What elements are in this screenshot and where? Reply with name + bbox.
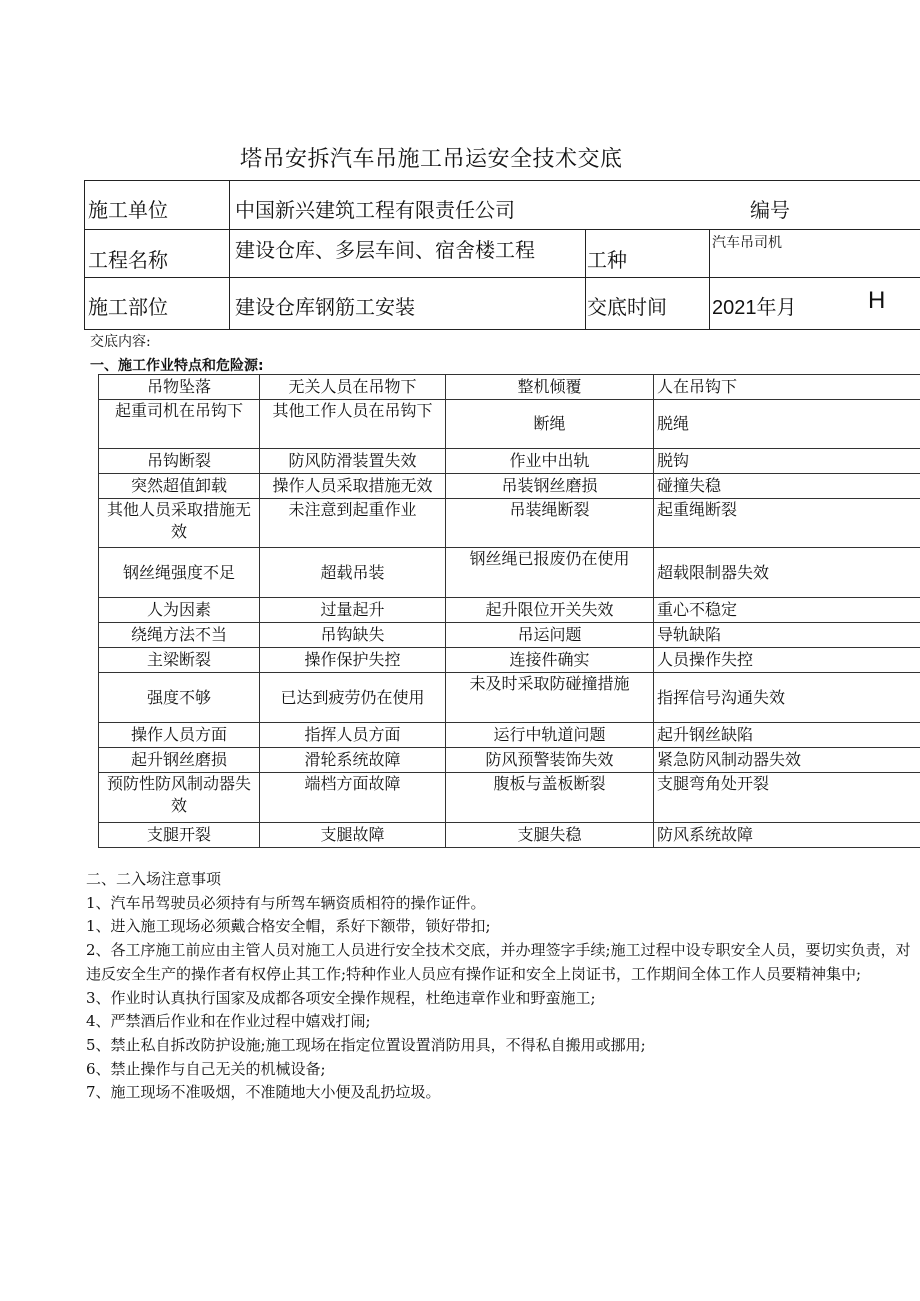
hazard-cell: 指挥人员方面 (260, 723, 446, 748)
table-row (99, 673, 920, 723)
hazard-cell: 整机倾覆 (446, 375, 654, 400)
table-row (99, 648, 920, 673)
header-row-project (85, 229, 920, 278)
hazard-cell: 支腿失稳 (446, 823, 654, 848)
hazard-cell: 起升钢丝磨损 (99, 748, 260, 773)
note-item: 1、汽车吊驾驶员必须持有与所驾车辆资质相符的操作证件。 (86, 893, 486, 912)
hazard-cell: 人在吊钩下 (654, 375, 920, 400)
hazard-cell: 支腿弯角处开裂 (654, 773, 920, 823)
header-table (84, 180, 920, 330)
hazard-cell: 支腿故障 (260, 823, 446, 848)
unit-label-cell (85, 181, 230, 229)
location-value-cell (230, 277, 586, 329)
hazard-cell: 起升限位开关失效 (446, 598, 654, 623)
content-label: 交底内容: (90, 334, 151, 350)
document-title: 塔吊安拆汽车吊施工吊运安全技术交底 (240, 147, 623, 172)
hazard-cell: 未注意到起重作业 (260, 499, 446, 548)
section1-title: 一、施工作业特点和危险源: (90, 358, 264, 374)
hazard-cell: 其他人员采取措施无效 (99, 499, 260, 548)
location-label-cell (85, 277, 230, 329)
hazard-cell: 起升钢丝缺陷 (654, 723, 920, 748)
hazard-cell: 吊钩断裂 (99, 449, 260, 474)
hazard-cell: 腹板与盖板断裂 (446, 773, 654, 823)
table-row (99, 748, 920, 773)
date-label: 交底时间 (587, 295, 667, 319)
table-row (99, 548, 920, 598)
hazard-cell: 强度不够 (99, 673, 260, 723)
date-value: 2021年月 (712, 297, 797, 319)
hazard-cell: 突然超值卸载 (99, 474, 260, 499)
table-row (99, 773, 920, 823)
hazard-cell: 导轨缺陷 (654, 623, 920, 648)
project-value: 建设仓库、多层车间、宿舍楼工程 (235, 238, 535, 262)
location-label: 施工部位 (88, 295, 168, 319)
date-suffix: H (868, 287, 886, 314)
date-label-cell (586, 277, 710, 329)
trade-value-cell (710, 229, 920, 277)
header-row-unit (85, 181, 920, 230)
hazard-cell: 超载吊装 (260, 548, 446, 598)
hazard-cell: 指挥信号沟通失效 (654, 673, 920, 723)
table-row (99, 400, 920, 449)
hazard-cell: 吊物坠落 (99, 375, 260, 400)
note-item: 5、禁止私自拆改防护设施;施工现场在指定位置设置消防用具，不得私自搬用或挪用; (86, 1035, 646, 1054)
hazard-cell: 防风防滑装置失效 (260, 449, 446, 474)
date-value-cell (710, 277, 920, 329)
hazard-cell: 起重司机在吊钩下 (99, 400, 260, 449)
note-item: 6、禁止操作与自己无关的机械设备; (86, 1059, 326, 1078)
hazard-cell: 预防性防风制动器失效 (99, 773, 260, 823)
hazard-cell: 主梁断裂 (99, 648, 260, 673)
hazard-cell: 脱绳 (654, 400, 920, 449)
note-item: 7、施工现场不准吸烟，不准随地大小便及乱扔垃圾。 (86, 1083, 441, 1102)
table-row (99, 474, 920, 499)
hazard-cell: 操作人员采取措施无效 (260, 474, 446, 499)
hazard-cell: 碰撞失稳 (654, 474, 920, 499)
trade-label: 工种 (587, 248, 627, 272)
table-row (99, 499, 920, 548)
hazard-table (98, 374, 920, 848)
hazard-cell: 紧急防风制动器失效 (654, 748, 920, 773)
note-item: 1、进入施工现场必须戴合格安全帽，系好下额带，锁好带扣; (86, 917, 491, 936)
project-label: 工程名称 (88, 248, 168, 272)
table-row (99, 598, 920, 623)
hazard-cell: 人员操作失控 (654, 648, 920, 673)
table-row (99, 375, 920, 400)
hazard-cell: 钢丝绳强度不足 (99, 548, 260, 598)
hazard-cell: 吊钩缺失 (260, 623, 446, 648)
note-item: 4、严禁酒后作业和在作业过程中嬉戏打闹; (86, 1012, 371, 1031)
note-item: 2、各工序施工前应由主管人员对施工人员进行安全技术交底，并办理签字手续;施工过程中设专职安全人员，要切实负责，对违反安全生产的操作者有权停止其工作;特种作业人员应有操作证和安全上岗证书，工作期间全体工作人员要精神集中; (86, 941, 911, 983)
hazard-cell: 过量起升 (260, 598, 446, 623)
location-value: 建设仓库钢筋工安装 (235, 295, 415, 319)
number-label: 编号 (750, 198, 790, 222)
note-item: 3、作业时认真执行国家及成都各项安全操作规程，杜绝违章作业和野蛮施工; (86, 988, 596, 1007)
safety-notes (86, 868, 920, 1105)
hazard-cell: 脱钩 (654, 449, 920, 474)
hazard-cell: 运行中轨道问题 (446, 723, 654, 748)
hazard-cell: 吊运问题 (446, 623, 654, 648)
table-row (99, 823, 920, 848)
hazard-cell: 支腿开裂 (99, 823, 260, 848)
hazard-cell: 吊装钢丝磨损 (446, 474, 654, 499)
hazard-cell: 无关人员在吊物下 (260, 375, 446, 400)
unit-label: 施工单位 (88, 198, 168, 222)
hazard-cell: 防风系统故障 (654, 823, 920, 848)
hazard-cell: 其他工作人员在吊钩下 (260, 400, 446, 449)
hazard-cell: 滑轮系统故障 (260, 748, 446, 773)
trade-label-cell (586, 229, 710, 277)
hazard-cell: 人为因素 (99, 598, 260, 623)
hazard-cell: 绕绳方法不当 (99, 623, 260, 648)
hazard-cell: 重心不稳定 (654, 598, 920, 623)
section2-title: 二、二入场注意事项 (86, 870, 222, 888)
hazard-cell: 未及时采取防碰撞措施 (446, 673, 654, 723)
project-label-cell (85, 229, 230, 277)
unit-value: 中国新兴建筑工程有限责任公司 (235, 198, 515, 222)
hazard-cell: 起重绳断裂 (654, 499, 920, 548)
hazard-cell: 钢丝绳已报废仍在使用 (446, 548, 654, 598)
hazard-cell: 作业中出轨 (446, 449, 654, 474)
hazard-cell: 超载限制器失效 (654, 548, 920, 598)
hazard-cell: 已达到疲劳仍在使用 (260, 673, 446, 723)
table-row (99, 723, 920, 748)
project-value-cell (230, 229, 586, 277)
trade-value: 汽车吊司机 (712, 235, 782, 251)
hazard-cell: 吊装绳断裂 (446, 499, 654, 548)
header-row-location (85, 277, 920, 329)
hazard-cell: 防风预警装饰失效 (446, 748, 654, 773)
unit-value-cell (230, 181, 920, 229)
table-row (99, 449, 920, 474)
table-row (99, 623, 920, 648)
hazard-cell: 端档方面故障 (260, 773, 446, 823)
hazard-cell: 操作人员方面 (99, 723, 260, 748)
hazard-cell: 连接件确实 (446, 648, 654, 673)
hazard-cell: 操作保护失控 (260, 648, 446, 673)
hazard-cell: 断绳 (446, 400, 654, 449)
